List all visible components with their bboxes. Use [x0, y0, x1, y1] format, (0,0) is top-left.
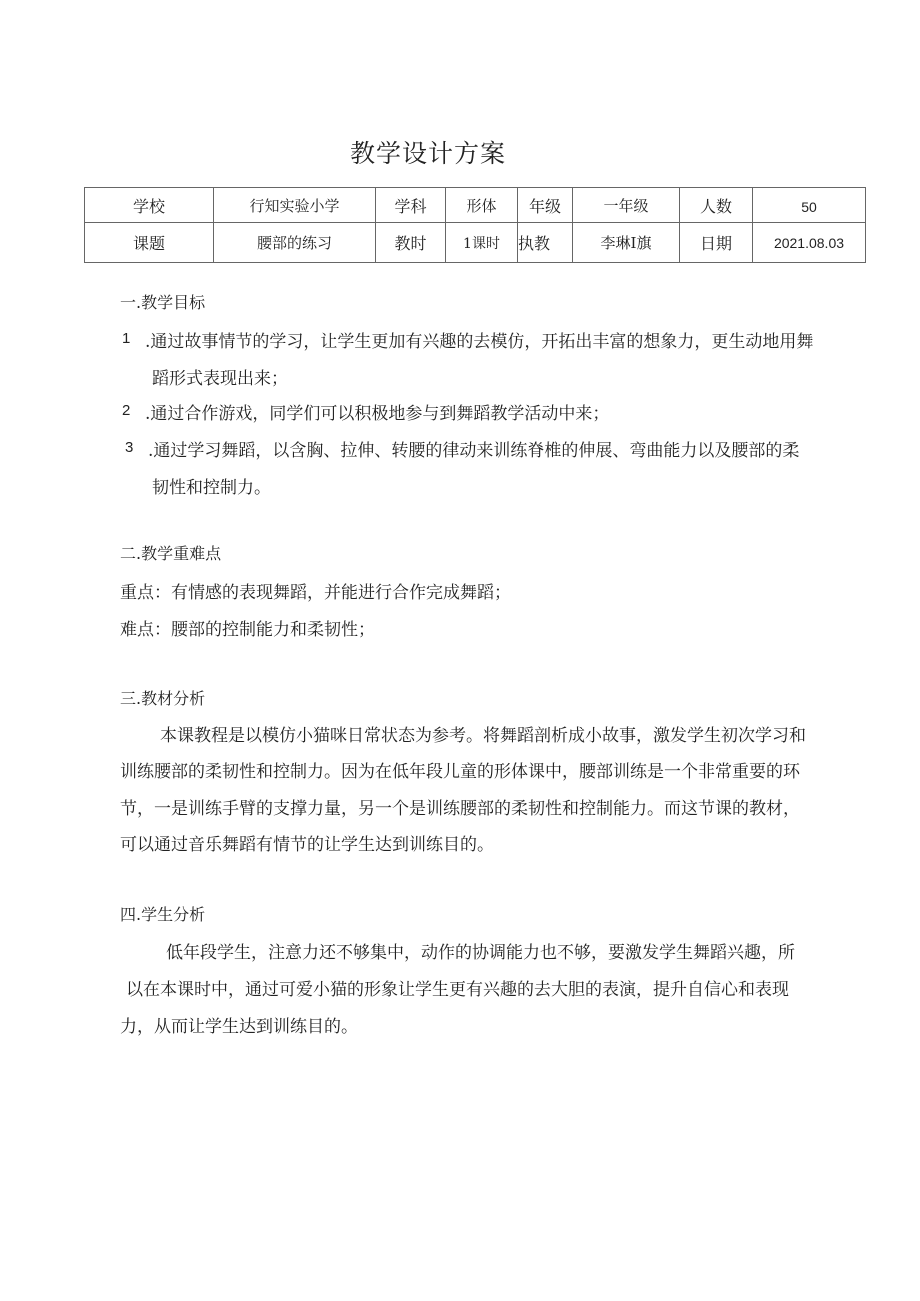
info-table [84, 187, 866, 263]
paragraph-line: 节，一是训练手臂的支撑力量，另一个是训练腰部的柔韧性和控制能力。而这节课的教材， [120, 799, 800, 819]
list-item: .通过故事情节的学习，让学生更加有兴趣的去模仿，开拓出丰富的想象力，更生动地用舞 [145, 332, 814, 352]
key-point-line: 重点：有情感的表现舞蹈，并能进行合作完成舞蹈； [120, 583, 511, 603]
table-row [85, 223, 866, 263]
list-number: 2 [122, 402, 131, 419]
subject-label: 学科 [376, 188, 446, 223]
paragraph-line: 低年段学生，注意力还不够集中，动作的协调能力也不够，要激发学生舞蹈兴趣，所 [166, 943, 795, 963]
list-number: 3 [125, 439, 134, 456]
school-label: 学校 [85, 188, 214, 223]
school-value: 行知实验小学 [214, 188, 376, 223]
paragraph-line: 以在本课时中，通过可爱小猫的形象让学生更有兴趣的去大胆的表演，提升自信心和表现 [126, 980, 789, 1000]
section-heading-goals: 一.教学目标 [120, 293, 206, 312]
topic-value: 腰部的练习 [214, 223, 376, 263]
teacher-label: 执教 [518, 223, 573, 263]
list-item-continuation: 蹈形式表现出来； [152, 369, 288, 389]
paragraph-line: 训练腰部的柔韧性和控制力。因为在低年段儿童的形体课中，腰部训练是一个非常重要的环 [120, 762, 800, 782]
topic-label: 课题 [85, 223, 214, 263]
date-label: 日期 [680, 223, 753, 263]
date-value: 2021.08.03 [753, 223, 866, 263]
lessons-label: 教时 [376, 223, 446, 263]
lessons-value: 1课时 [446, 223, 518, 263]
section-heading-material: 三.教材分析 [120, 689, 206, 708]
paragraph-line: 可以通过音乐舞蹈有情节的让学生达到训练目的。 [120, 835, 494, 855]
section-heading-students: 四.学生分析 [120, 905, 206, 924]
grade-value: 一年级 [573, 188, 680, 223]
paragraph-line: 力，从而让学生达到训练目的。 [120, 1017, 358, 1037]
difficult-point-line: 难点：腰部的控制能力和柔韧性； [120, 620, 375, 640]
count-value: 50 [753, 188, 866, 223]
list-item: .通过合作游戏，同学们可以积极地参与到舞蹈教学活动中来； [145, 404, 610, 424]
paragraph-line: 本课教程是以模仿小猫咪日常状态为参考。将舞蹈剖析成小故事，激发学生初次学习和 [160, 726, 806, 746]
section-heading-key-points: 二.教学重难点 [120, 544, 222, 563]
count-label: 人数 [680, 188, 753, 223]
list-item-continuation: 韧性和控制力。 [152, 478, 271, 498]
subject-value: 形体 [446, 188, 518, 223]
table-row [85, 188, 866, 223]
list-number: 1 [122, 330, 131, 347]
page-title: 教学设计方案 [350, 139, 507, 168]
list-item: .通过学习舞蹈，以含胸、拉伸、转腰的律动来训练脊椎的伸展、弯曲能力以及腰部的柔 [148, 441, 800, 461]
teacher-value: 李琳I旗 [573, 223, 680, 263]
grade-label: 年级 [518, 188, 573, 223]
